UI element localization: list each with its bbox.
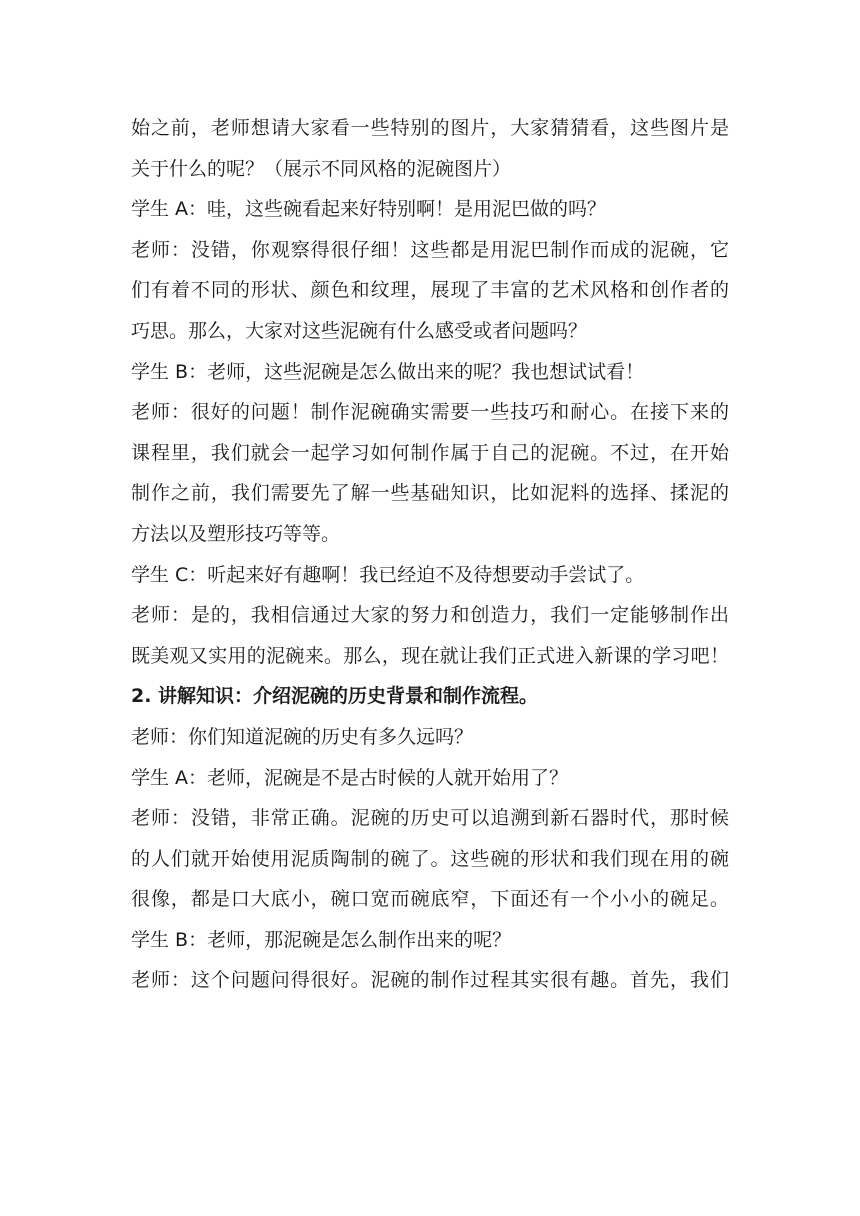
text-line: 们有着不同的形状、颜色和纹理，展现了丰富的艺术风格和创作者的 — [131, 279, 729, 302]
text-line: 老师：是的，我相信通过大家的努力和创造力，我们一定能够制作出 — [131, 604, 729, 627]
text-line: 关于什么的呢？（展示不同风格的泥碗图片） — [131, 157, 512, 180]
text-line: 学生 B：老师，那泥碗是怎么制作出来的呢？ — [131, 928, 512, 951]
text-line: 老师：你们知道泥碗的历史有多久远吗？ — [131, 725, 474, 748]
text-line: 老师：没错，非常正确。泥碗的历史可以追溯到新石器时代，那时候 — [131, 807, 729, 830]
text-line: 方法以及塑形技巧等等。 — [131, 522, 341, 545]
text-line: 巧思。那么，大家对这些泥碗有什么感受或者问题吗？ — [131, 319, 588, 342]
text-line: 学生 B：老师，这些泥碗是怎么做出来的呢？我也想试试看！ — [131, 360, 645, 383]
text-line: 学生 C：听起来好有趣啊！我已经迫不及待想要动手尝试了。 — [131, 563, 645, 586]
text-line: 始之前，老师想请大家看一些特别的图片，大家猜猜看，这些图片是 — [131, 117, 729, 139]
text-line: 的人们就开始使用泥质陶制的碗了。这些碗的形状和我们现在用的碗 — [131, 847, 729, 870]
text-line: 既美观又实用的泥碗来。那么，现在就让我们正式进入新课的学习吧！ — [131, 644, 729, 667]
text-line: 制作之前，我们需要先了解一些基础知识，比如泥料的选择、揉泥的 — [131, 482, 729, 505]
text-line: 老师：很好的问题！制作泥碗确实需要一些技巧和耐心。在接下来的 — [131, 401, 729, 424]
section-heading: 2. 讲解知识：介绍泥碗的历史背景和制作流程。 — [131, 685, 539, 708]
text-line: 课程里，我们就会一起学习如何制作属于自己的泥碗。不过，在开始 — [131, 441, 729, 464]
text-line: 学生 A：哇，这些碗看起来好特别啊！是用泥巴做的吗？ — [131, 198, 607, 221]
document-page — [131, 108, 729, 1001]
text-line: 很像，都是口大底小，碗口宽而碗底窄，下面还有一个小小的碗足。 — [131, 888, 729, 911]
text-line: 老师：这个问题问得很好。泥碗的制作过程其实很有趣。首先，我们 — [131, 969, 729, 992]
text-line: 学生 A：老师，泥碗是不是古时候的人就开始用了？ — [131, 766, 569, 789]
text-line: 老师：没错，你观察得很仔细！这些都是用泥巴制作而成的泥碗，它 — [131, 238, 729, 261]
